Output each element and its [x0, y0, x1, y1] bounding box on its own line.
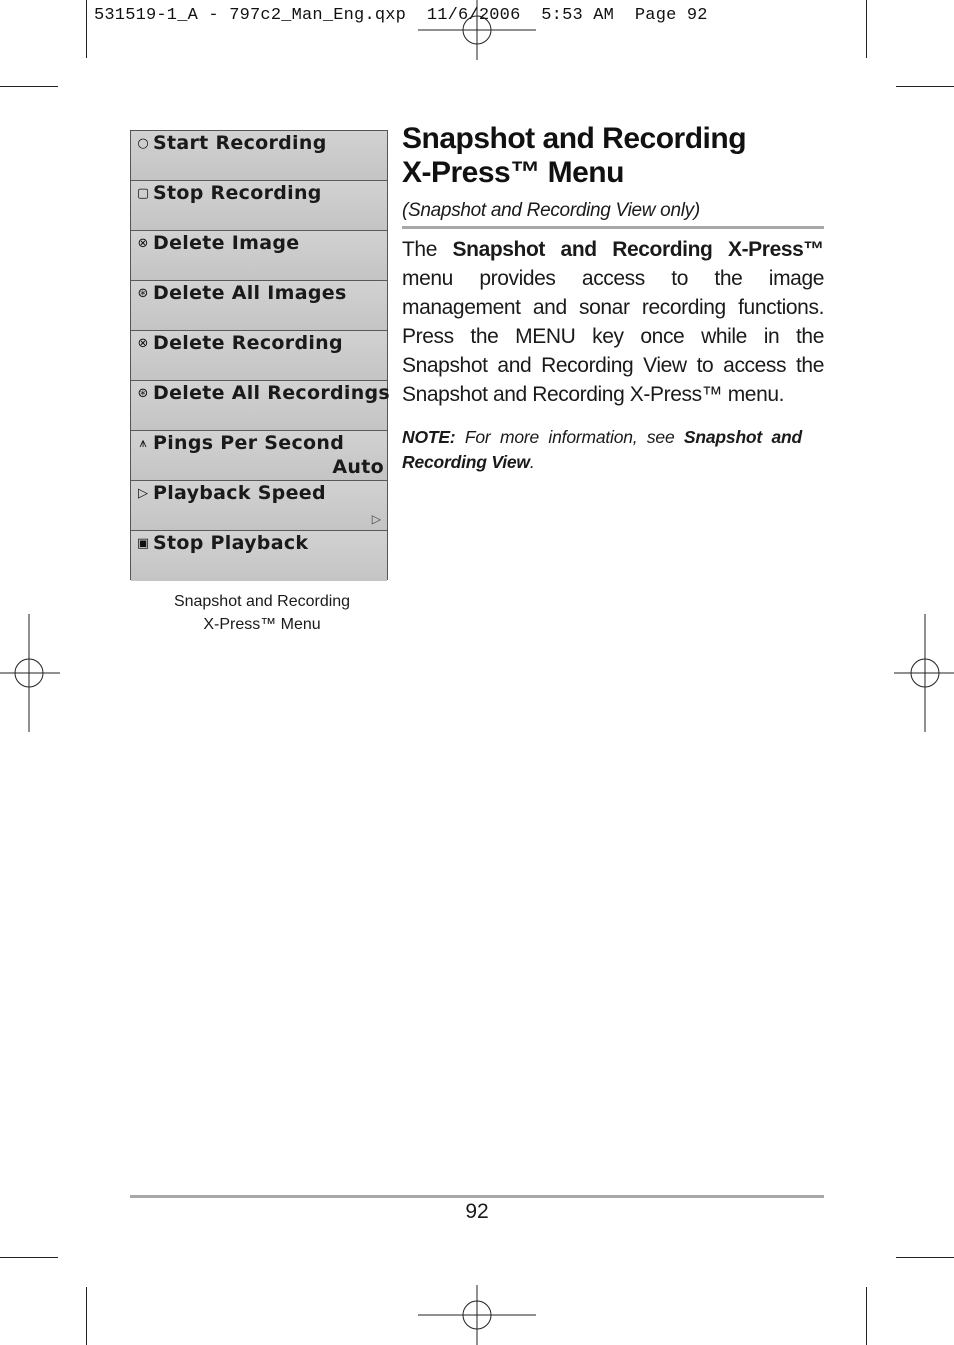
- menu-item-start-recording[interactable]: [131, 131, 387, 181]
- crop-mark: [866, 0, 867, 58]
- pings-icon: ⩚: [139, 436, 147, 451]
- menu-item-label: Stop Playback: [153, 532, 309, 554]
- caption-line: X-Press™ Menu: [203, 616, 321, 633]
- figure-caption: [130, 590, 394, 636]
- circle-icon: ○: [137, 136, 149, 151]
- crop-mark: [86, 0, 87, 58]
- menu-item-delete-all-recordings[interactable]: [131, 381, 391, 431]
- footer-divider: [130, 1195, 824, 1198]
- menu-item-playback-speed[interactable]: [131, 481, 387, 531]
- note-label: NOTE:: [402, 427, 456, 447]
- note-text: For more information, see: [455, 427, 684, 447]
- crop-mark: [866, 1287, 867, 1345]
- title-line: Snapshot and Recording: [402, 122, 747, 155]
- menu-item-label: Stop Recording: [153, 182, 322, 204]
- page-number: 92: [465, 1200, 489, 1223]
- delete-all-icon: ⊛: [137, 286, 149, 301]
- menu-item-delete-image[interactable]: [131, 231, 387, 281]
- page-subtitle: (Snapshot and Recording View only): [402, 200, 700, 221]
- body-paragraph: [402, 235, 824, 409]
- crop-mark: [0, 86, 58, 87]
- delete-icon: ⊗: [137, 236, 149, 251]
- content-column: [402, 122, 824, 493]
- note-paragraph: [402, 425, 802, 475]
- menu-item-delete-all-images[interactable]: [131, 281, 387, 331]
- menu-item-label: Start Recording: [153, 132, 327, 154]
- body-text-bold: Snapshot and Recording X-Press™: [452, 238, 825, 261]
- heading-divider: [402, 226, 824, 229]
- menu-item-pings-per-second[interactable]: [131, 431, 387, 481]
- page-title: [402, 122, 824, 190]
- registration-mark-icon: [894, 614, 954, 732]
- menu-item-label: Delete All Recordings: [153, 382, 391, 404]
- play-icon: ▷: [138, 486, 148, 501]
- body-text-pre: The: [402, 238, 453, 261]
- delete-all-icon: ⊛: [137, 386, 149, 401]
- menu-item-label: Delete Recording: [153, 332, 343, 354]
- crop-mark: [896, 1257, 954, 1258]
- crop-mark: [86, 1287, 87, 1345]
- stop-play-icon: ▣: [136, 536, 150, 551]
- registration-mark-icon: [418, 1285, 536, 1345]
- square-icon: ▢: [136, 186, 150, 201]
- note-end: .: [529, 452, 535, 472]
- xpress-menu-screenshot: [130, 130, 391, 580]
- title-line: X-Press™ Menu: [402, 156, 624, 189]
- menu-item-stop-playback[interactable]: [131, 531, 387, 581]
- caption-line: Snapshot and Recording: [173, 593, 351, 610]
- crop-mark: [896, 86, 954, 87]
- menu-item-label: Pings Per Second: [153, 432, 345, 454]
- menu-item-value: Auto: [332, 456, 384, 478]
- menu-item-delete-recording[interactable]: [131, 331, 387, 381]
- menu-item-label: Playback Speed: [153, 482, 326, 504]
- body-text-post: menu provides access to the image management and sonar recording functions. Press the MENU key once while in the Snapshot and Recording View to access the Snapshot and Recording X-Press™ menu.: [402, 267, 824, 406]
- registration-mark-icon: [418, 0, 536, 60]
- delete-icon: ⊗: [137, 336, 149, 351]
- note-reference: Snapshot and Recording View: [402, 427, 802, 472]
- registration-mark-icon: [0, 614, 60, 732]
- menu-item-stop-recording[interactable]: [131, 181, 387, 231]
- menu-item-label: Delete All Images: [153, 282, 347, 304]
- print-slug: 531519-1_A - 797c2_Man_Eng.qxp 11/6/2006 5:53 AM Page 92: [94, 6, 708, 25]
- crop-mark: [0, 1257, 58, 1258]
- menu-item-label: Delete Image: [153, 232, 300, 254]
- submenu-arrow-icon: ▷: [371, 512, 381, 526]
